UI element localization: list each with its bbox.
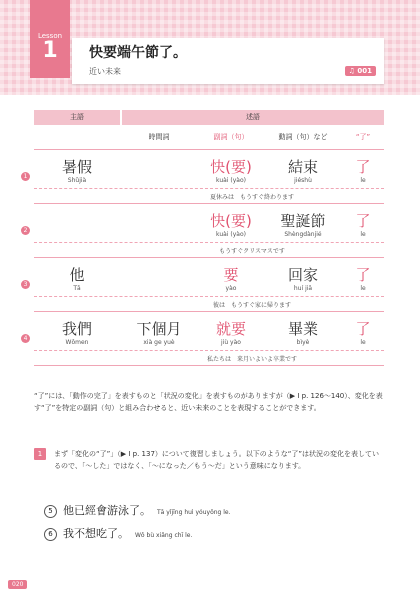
grammar-table [23,110,384,366]
example-hanzi: 我不想吃了。 [63,527,129,540]
adverb-text: 要 [223,266,239,284]
example-6 [44,525,192,541]
step-number: 1 [34,448,46,460]
subject-text: 暑假 [61,158,92,176]
time-text: 下個月 [136,320,182,338]
step-text: まず「変化の“了”」（▶ I p. 137）について復習しましょう。以下のような“了”は状況の変化を表しているので、「～した」ではなく、「～になった／もう～だ」という意味になります。 [54,450,380,470]
sub-time: 時間詞 [148,133,170,141]
verb-text: 回家 [287,266,318,284]
translation: 彼は もうすぐ家に帰ります [212,302,291,309]
sub-le: “了” [355,133,371,141]
headphone-icon: ♫ [348,67,358,75]
lesson-number: 1 [42,38,58,63]
table-row: 1 暑假 Shǔjià 快(要) kuài (yào) 結束 jiéshù 了 le 夏休みは もうすぐ終わります [34,150,384,204]
table-row: 3 他 Tā 要 yào 回家 huí jiā 了 le 彼は もうすぐ家に帰ります [34,258,384,312]
verb-text: 結束 [287,158,318,176]
sub-verb: 動詞（句）など [278,133,328,141]
explanation-paragraph: “了”には、「動作の完了」を表すものと「状況の変化」を表すものがありますが（▶ I p. 126～140）、変化を表す“了”を特定の副詞（句）と組み合わせると、近い未来のことを表現することができます。 [34,392,383,412]
audio-badge[interactable]: ♫ 001 [345,66,376,76]
translation: 私たちは 来月いよいよ卒業です [206,356,297,363]
verb-text: 畢業 [287,320,318,338]
table-row: 4 我們 Wǒmen 下個月 xià ge yuè 就要 jiù yào 畢業 bìyè 了 le 私たちは 来月いよいよ卒業です [34,312,384,366]
adverb-text: 快(要) [210,158,252,176]
translation: もうすぐクリスマスです [219,248,285,255]
lesson-label: Lesson [37,32,63,40]
sub-adverb: 副詞（句） [213,133,249,141]
le-text: 了 [355,158,371,176]
page-number: 020 [8,580,27,589]
adverb-text: 快(要) [210,212,252,230]
page-title: 快要端午節了。 [89,45,187,61]
le-text: 了 [355,266,371,284]
example-hanzi: 他已經會游泳了。 [63,504,151,517]
example-pinyin: Wǒ bù xiǎng chī le. [135,532,193,539]
adverb-text: 就要 [215,320,246,338]
table-row: 2 快(要) kuài (yào) 聖誕節 Shèngdànjié 了 le もうすぐクリスマスです [34,204,384,258]
row-number: 1 [21,172,30,181]
verb-text: 聖誕節 [280,212,326,230]
subject-text: 他 [69,266,85,284]
page-subtitle: 近い未来 [89,67,121,76]
subject-text: 我們 [61,320,92,338]
col-predicate: 述語 [122,110,384,125]
col-subject: 主語 [34,110,120,125]
le-text: 了 [355,212,371,230]
row-number: 2 [21,226,30,235]
lesson-tab [30,0,70,78]
le-text: 了 [355,320,371,338]
translation: 夏休みは もうすぐ終わります [209,194,294,201]
title-box [72,38,384,84]
example-number: 6 [44,528,57,541]
example-5 [44,502,231,518]
row-number: 3 [21,280,30,289]
example-pinyin: Tā yǐjīng huì yóuyǒng le. [157,509,231,516]
example-number: 5 [44,505,57,518]
row-number: 4 [21,334,30,343]
